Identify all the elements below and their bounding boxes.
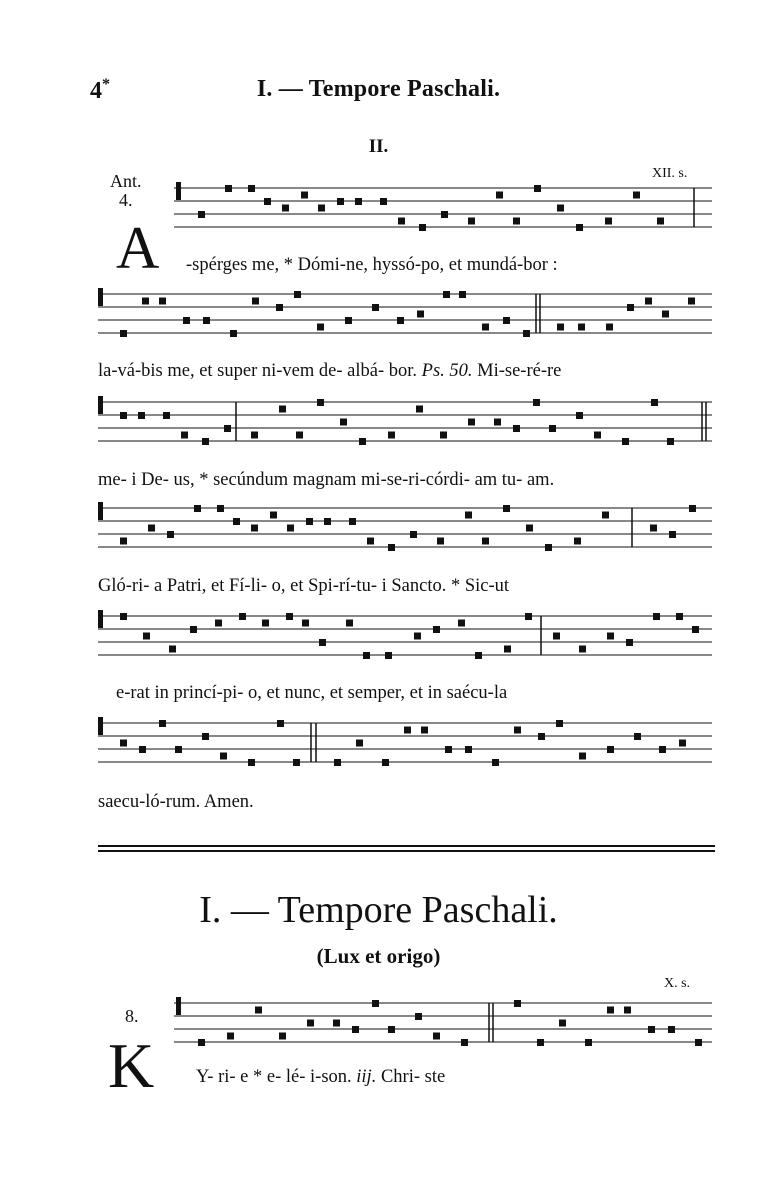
neume [142,298,149,305]
neume [319,639,326,646]
neume [437,538,444,545]
neume [346,620,353,627]
neume [585,1039,592,1046]
neume [492,759,499,766]
neume [279,1033,286,1040]
neume [433,626,440,633]
neume [251,432,258,439]
neume [545,544,552,551]
neume [277,720,284,727]
neume [163,412,170,419]
clef-mark [98,610,103,628]
neume [468,218,475,225]
neume [334,759,341,766]
neume [419,224,426,231]
neume [607,633,614,640]
neume [301,192,308,199]
neume [538,733,545,740]
separator-rule-bottom [98,850,715,852]
neume [579,753,586,760]
neume [441,211,448,218]
antiphon-mode: II. [368,136,389,157]
neume [317,324,324,331]
neume [251,525,258,532]
neume [388,432,395,439]
neume [120,538,127,545]
neume [523,330,530,337]
neume [159,298,166,305]
neume [496,192,503,199]
neume [533,399,540,406]
neume [494,419,501,426]
neume [607,746,614,753]
neume [363,652,370,659]
neume [606,324,613,331]
neume [167,531,174,538]
neume [270,512,277,519]
neume [120,740,127,747]
neume [143,633,150,640]
clef-mark [98,717,103,735]
neume [553,633,560,640]
neume [669,531,676,538]
neume [276,304,283,311]
neume [282,205,289,212]
neume [287,525,294,532]
neume [175,746,182,753]
neume [459,291,466,298]
neume [482,538,489,545]
neume [689,505,696,512]
neume [445,746,452,753]
neume [417,311,424,318]
neume [549,425,556,432]
lyric-line-1: -spérges me, * Dómi-ne, hyssó-po, et mundá-bor : [186,255,558,275]
neume [574,538,581,545]
neume [458,620,465,627]
neume [352,1026,359,1033]
neume [337,198,344,205]
neume [318,205,325,212]
neume [198,1039,205,1046]
psalm-ref: Ps. 50. [421,361,473,381]
antiphon-source: XII. s. [652,166,688,181]
neume [264,198,271,205]
neume [356,740,363,747]
neume [202,733,209,740]
neume [397,317,404,324]
neume [388,1026,395,1033]
neume [578,324,585,331]
neume [120,613,127,620]
neume [579,646,586,653]
neume [651,399,658,406]
neume [503,505,510,512]
neume [220,753,227,760]
neume [676,613,683,620]
neume [120,412,127,419]
neume [307,1020,314,1027]
neume [645,298,652,305]
neume [248,759,255,766]
neume [557,205,564,212]
neume [324,518,331,525]
neume [317,399,324,406]
neume [465,512,472,519]
neume [355,198,362,205]
running-title: I. — Tempore Paschali. [256,76,501,102]
neume [513,425,520,432]
neume [372,1000,379,1007]
neume [225,185,232,192]
neume [657,218,664,225]
neume [279,406,286,413]
neume [475,652,482,659]
neume [183,317,190,324]
neume [252,298,259,305]
neume [667,438,674,445]
neume [345,317,352,324]
neume [414,633,421,640]
lyric-line-4: Gló-ri- a Patri, et Fí-li- o, et Spi-rí-tu- i Sancto. * Sic-ut [98,576,510,596]
neume [679,740,686,747]
kyrie-source: X. s. [664,976,691,991]
neume [224,425,231,432]
neume [433,1033,440,1040]
neume [293,759,300,766]
neume [695,1039,702,1046]
neume [194,505,201,512]
neume [340,419,347,426]
neume [385,652,392,659]
neume [262,620,269,627]
neume [576,412,583,419]
kyrie-title: I. — Tempore Paschali. [199,889,558,931]
neume [380,198,387,205]
drop-initial-a: A [116,215,160,281]
neume [169,646,176,653]
neume [513,218,520,225]
neume [421,727,428,734]
neume [626,639,633,646]
separator-rule-top [98,845,715,847]
neume [662,311,669,318]
neume [624,1007,631,1014]
neume [233,518,240,525]
neume [557,324,564,331]
neume [627,304,634,311]
neume [296,432,303,439]
neume [650,525,657,532]
neume [602,512,609,519]
page-mark: * [102,76,110,93]
iij-mark: iij. [356,1067,377,1087]
neume [468,419,475,426]
neume [504,646,511,653]
neume [367,538,374,545]
page-number: 4* [90,76,110,104]
clef-mark [98,502,103,520]
drop-initial-k: K [108,1030,155,1101]
neume [248,185,255,192]
neume [286,613,293,620]
neume [198,211,205,218]
neume [559,1020,566,1027]
neume [230,330,237,337]
neume [181,432,188,439]
neume [594,432,601,439]
neume [359,438,366,445]
neume [514,1000,521,1007]
neume [294,291,301,298]
neume [333,1020,340,1027]
neume [215,620,222,627]
neume [306,518,313,525]
kyrie-number: 8. [125,1006,139,1026]
neume [653,613,660,620]
neume [576,224,583,231]
neume [203,317,210,324]
neume [648,1026,655,1033]
neume [388,544,395,551]
neume [461,1039,468,1046]
neume [534,185,541,192]
neume [692,626,699,633]
neume [659,746,666,753]
neume [556,720,563,727]
neume [372,304,379,311]
neume [398,218,405,225]
neume [202,438,209,445]
neume [482,324,489,331]
neume [148,525,155,532]
clef-mark [176,182,181,200]
neume [668,1026,675,1033]
clef-mark [98,288,103,306]
neume [503,317,510,324]
lyric-line-2: la-vá-bis me, et super ni-vem de- albá- bor. Ps. 50. Mi-se-ré-re [98,361,562,381]
neume [416,406,423,413]
neume [465,746,472,753]
clef-mark [176,997,181,1015]
neume [607,1007,614,1014]
kyrie-subtitle: (Lux et origo) [316,944,441,968]
neume [217,505,224,512]
neume [622,438,629,445]
antiphon-number: 4. [119,190,133,210]
neume [404,727,411,734]
neume [139,746,146,753]
lyric-line-5: e-rat in princí-pi- o, et nunc, et semper, et in saécu-la [116,683,508,703]
clef-mark [98,396,103,414]
neume [525,613,532,620]
neume [349,518,356,525]
neume [688,298,695,305]
neume [514,727,521,734]
neume [633,192,640,199]
lyric-line-3: me- i De- us, * secúndum magnam mi-se-ri-córdi- am tu- am. [98,470,555,490]
neume [190,626,197,633]
neume [443,291,450,298]
neume [382,759,389,766]
neume [120,330,127,337]
antiphon-label: Ant. [110,171,142,191]
neume [634,733,641,740]
neume [415,1013,422,1020]
neume [537,1039,544,1046]
neume [159,720,166,727]
neume [410,531,417,538]
neume [255,1007,262,1014]
neume [302,620,309,627]
kyrie-lyric: Y- ri- e * e- lé- i-son. iij. Chri- ste [196,1067,446,1087]
neume [605,218,612,225]
neume [526,525,533,532]
neume [138,412,145,419]
neume [440,432,447,439]
neume [227,1033,234,1040]
lyric-line-6: saecu-ló-rum. Amen. [98,792,254,812]
neume [239,613,246,620]
